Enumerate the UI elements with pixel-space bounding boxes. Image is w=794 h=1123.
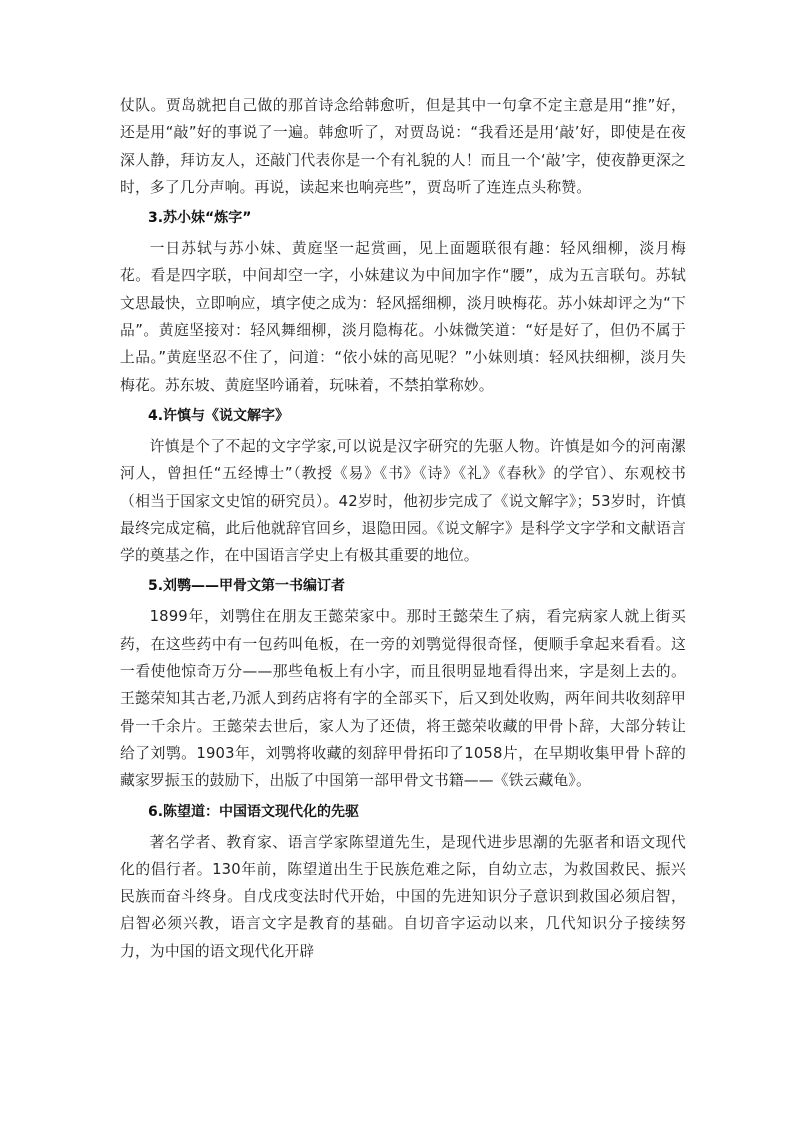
document-page: [120, 92, 686, 965]
section-heading-liu-e: 5.刘鹗——甲骨文第一书编订者: [148, 578, 346, 595]
paragraph-liu-e: 1899年，刘鹗住在朋友王懿荣家中。那时王懿荣生了病，看完病家人就上街买药，在这些药中有一包药叫龟板，在一旁的刘鹗觉得很奇怪，便顺手拿起来看看。这一看使他惊奇万分——那些龟板上有小字，而且很明显地看得出来，字是刻上去的。王懿荣知其古老,乃派人到药店将有字的全部买下，后又到处收购，两年间共收刻辞甲骨一千余片。王懿荣去世后，家人为了还债，将王懿荣收藏的甲骨卜辞，大部分转让给了刘鹗。1903年，刘鹗将收藏的刻辞甲骨拓印了1058片，在早期收集甲骨卜辞的藏家罗振玉的鼓励下，出版了中国第一部甲骨文书籍——《铁云藏龟》。: [120, 608, 686, 790]
paragraph-jia-dao-ending: 仗队。贾岛就把自己做的那首诗念给韩愈听，但是其中一句拿不定主意是用“推”好，还是用“敲”好的事说了一遍。韩愈听了，对贾岛说：“我看还是用‘敲’好，即使是在夜深人静，拜访友人，还敲门代表你是一个有礼貌的人！而且一个‘敲’字，使夜静更深之时，多了几分声响。再说，读起来也响亮些”，贾岛听了连连点头称赞。: [120, 97, 686, 196]
section-heading-xu-shen: 4.许慎与《说文解字》: [148, 407, 290, 424]
paragraph-su-xiaomei: 一日苏轼与苏小妹、黄庭坚一起赏画，见上面题联很有趣：轻风细柳，淡月梅花。看是四字联，中间却空一字，小妹建议为中间加字作“腰”，成为五言联句。苏轼文思最快，立即响应，填字使之成为：轻风摇细柳，淡月映梅花。苏小妹却评之为“下品”。黄庭坚接对：轻风舞细柳，淡月隐梅花。小妹微笑道：“好是好了，但仍不属于上品。”黄庭坚忍不住了，问道：“依小妹的高见呢？”小妹则填：轻风扶细柳，淡月失梅花。苏东坡、黄庭坚吟诵着，玩味着，不禁拍掌称妙。: [120, 240, 686, 394]
section-heading-chen-wangdao: 6.陈望道：中国语文现代化的先驱: [148, 803, 360, 820]
paragraph-xu-shen: 许慎是个了不起的文字学家,可以说是汉字研究的先驱人物。许慎是如今的河南漯河人，曾担任“五经博士”（教授《易》《书》《诗》《礼》《春秋》的学官）、东观校书（相当于国家文史馆的研究员）。42岁时，他初步完成了《说文解字》；53岁时，许慎最终完成定稿，此后他就辞官回乡，退隐田园。《说文解字》是科学文字学和文献语言学的奠基之作，在中国语言学史上有极其重要的地位。: [120, 437, 686, 565]
paragraph-chen-wangdao: 著名学者、教育家、语言学家陈望道先生，是现代进步思潮的先驱者和语文现代化的倡行者。130年前，陈望道出生于民族危难之际，自幼立志，为救国救民、振兴民族而奋斗终身。自戊戌变法时代开始，中国的先进知识分子意识到救国必须启智，启智必须兴教，语言文字是教育的基础。自切音字运动以来，几代知识分子接续努力，为中国的语文现代化开辟: [120, 833, 686, 960]
section-heading-su-xiaomei: 3.苏小妹“炼字”: [148, 210, 252, 227]
